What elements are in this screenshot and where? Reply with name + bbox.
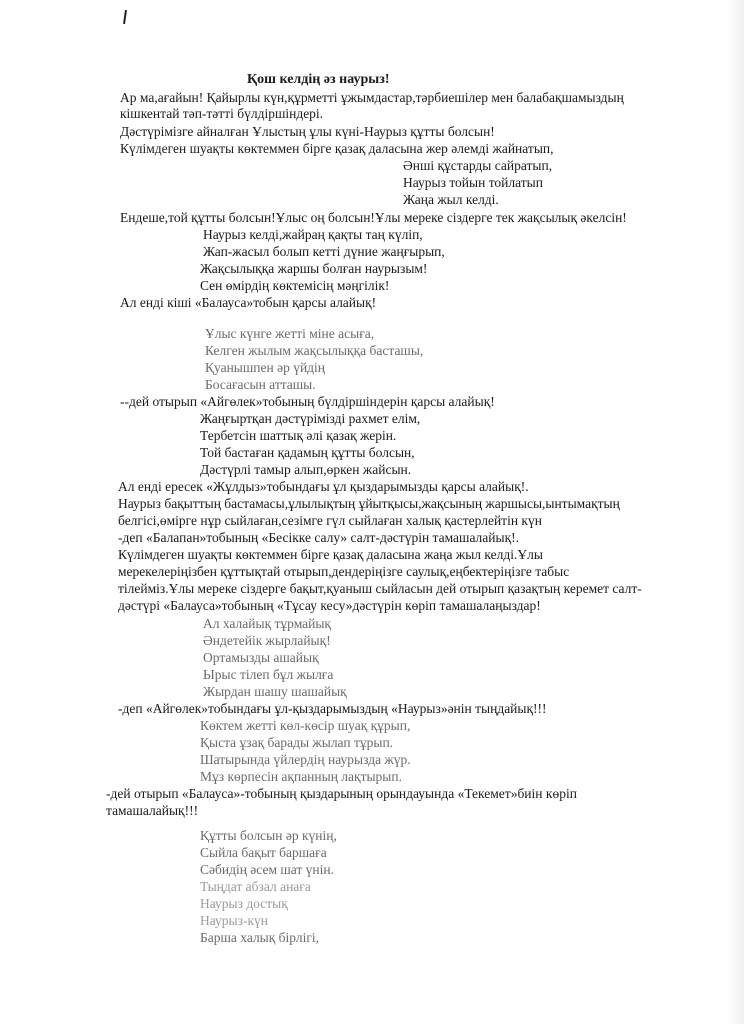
poem-line: Әндетейік жырлайық! (203, 633, 331, 648)
text-line: Наурыз тойын тойлатып (403, 175, 543, 190)
poem-line: Той бастаған қадамың құтты болсын, (200, 445, 415, 460)
text-line: --дей отырып «Айгөлек»тобының бүлдіршіндерін қарсы алайық! (120, 394, 495, 409)
poem-line: Наурыз келді,жайраң қақты таң күліп, (203, 227, 423, 242)
text-line: Әнші құстарды сайратып, (403, 158, 553, 173)
poem-line: Сыйла бақыт баршаға (200, 845, 327, 860)
poem-line: Жақсылыққа жаршы болған наурызым! (200, 261, 428, 276)
text-line: Жаңа жыл келді. (403, 192, 499, 207)
poem-line: Ырыс тілеп бұл жылға (203, 667, 334, 682)
text-line: Күлімдеген шуақты көктеммен бірге қазақ даласына жер әлемді жайнатып, (120, 141, 554, 156)
text-line: Ал енді кіші «Балауса»тобын қарсы алайық! (120, 295, 377, 310)
poem-line: Наурыз-күн (200, 913, 268, 928)
poem-line: Құтты болсын әр күнің, (200, 828, 337, 843)
poem-line: Көктем жетті көл-көсір шуақ құрып, (200, 718, 411, 733)
text-line: белгісі,өмірге нұр сыйлаған,сезімге гүл сыйлаған халық қастерлейтін күн (118, 513, 542, 528)
text-line: Күлімдеген шуақты көктеммен бірге қазақ даласына жаңа жыл келді.Ұлы (118, 547, 543, 562)
text-line: Ал енді ересек «Жұлдыз»тобындағы ұл қыздарымызды қарсы алайық!. (118, 479, 529, 494)
poem-line: Келген жылым жақсылыққа басташы, (205, 343, 424, 358)
poem-line: Шатырында үйлердің наурызда жүр. (200, 752, 411, 767)
poem-line: Жаңғыртқан дәстүрімізді рахмет елім, (200, 411, 421, 426)
poem-line: Қыста ұзақ барады жылап тұрып. (200, 735, 394, 750)
poem-line: Тербетсін шаттық әлі қазақ жерін. (200, 428, 397, 443)
poem-line: Босағасын атташы. (205, 377, 316, 392)
poem-line: Ортамызды ашайық (203, 650, 319, 665)
poem-line: Наурыз достық (200, 896, 288, 911)
text-line: тілейміз.Ұлы мереке сіздерге бақыт,қуаныш сыйласын дей отырып қазақтың керемет салт- (118, 581, 642, 596)
poem-line: Сәбидің әсем шат үнін. (200, 862, 335, 877)
text-line: Дәстүрімізге айналған Ұлыстың ұлы күні-Наурыз құтты болсын! (120, 124, 495, 139)
poem-line: Сен өмірдің көктемісің мәңгілік! (200, 278, 390, 293)
poem-line: Жап-жасыл болып кетті дүние жаңғырып, (203, 244, 445, 259)
document-title: Қош келдің әз наурыз! (247, 72, 390, 87)
poem-line: Ал халайық тұрмайық (203, 616, 331, 631)
text-line: Наурыз бақыттың бастамасы,ұлылықтың ұйытқысы,жақсының жаршысы,ынтымақтың (118, 496, 620, 511)
poem-line: Қуанышпен әр үйдің (205, 360, 326, 375)
text-line: -дей отырып «Балауса»-тобының қыздарының орындауында «Текемет»биін көріп (106, 786, 577, 801)
text-line: дәстүрі «Балауса»тобының «Тұсау кесу»дәстүрін көріп тамашалаңыздар! (118, 598, 541, 613)
scan-edge-shadow (726, 0, 744, 1024)
poem-line: Тыңдат абзал анаға (200, 879, 311, 894)
text-line: мерекелеріңізбен құттықтай отырып,дендеріңізге саулық,еңбектеріңізге табыс (118, 564, 570, 579)
pen-mark (123, 10, 127, 24)
poem-line: Барша халық бірлігі, (200, 930, 320, 945)
text-line: -деп «Айгөлек»тобындағы ұл-қыздарымыздың «Наурыз»әнін тыңдайық!!! (118, 701, 547, 716)
poem-line: Мұз көрпесін ақпанның лақтырып. (200, 769, 402, 784)
poem-line: Жырдан шашу шашайық (203, 684, 347, 699)
text-line: -деп «Балапан»тобының «Бесікке салу» салт-дәстүрін тамашалайық!. (118, 530, 520, 545)
text-line: Ар ма,ағайын! Қайырлы күн,құрметті ұжымдастар,тәрбиешілер мен балабақшамыздың (120, 90, 624, 105)
poem-line: Дәстүрлі тамыр алып,өркен жайсын. (200, 462, 412, 477)
text-line: кішкентай тәп-тәтті бүлдіршіндері. (120, 106, 324, 121)
text-line: тамашалайық!!! (106, 803, 199, 818)
text-line: Ендеше,той құтты болсын!Ұлыс оң болсын!Ұлы мереке сіздерге тек жақсылық әкелсін! (120, 210, 627, 225)
poem-line: Ұлыс күнге жетті міне асыға, (205, 326, 375, 341)
